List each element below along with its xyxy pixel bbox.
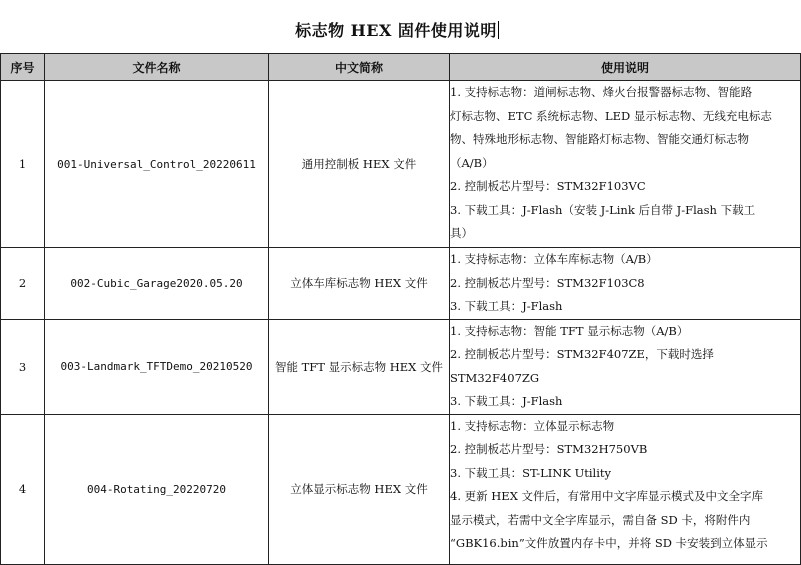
row-filename: 001-Universal_Control_20220611 xyxy=(45,81,269,248)
text-cursor xyxy=(498,21,499,39)
note-line: （A/B） xyxy=(450,155,494,170)
document-title-text: 标志物 HEX 固件使用说明 xyxy=(295,21,497,40)
table-row xyxy=(1,414,801,564)
header-notes: 使用说明 xyxy=(450,54,801,81)
row-index: 4 xyxy=(1,414,45,564)
note-line: 3. 下载工具：J-Flash xyxy=(450,394,563,408)
row-filename: 003-Landmark_TFTDemo_20210520 xyxy=(45,319,269,414)
row-short-name: 立体车库标志物 HEX 文件 xyxy=(269,248,450,320)
note-line: 2. 控制板芯片型号：STM32F103VC xyxy=(450,179,646,193)
document-title xyxy=(0,18,794,41)
row-notes xyxy=(450,248,801,320)
row-notes xyxy=(450,81,801,248)
table-header-row xyxy=(1,54,801,81)
row-short-name: 智能 TFT 显示标志物 HEX 文件 xyxy=(269,319,450,414)
note-line: 2. 控制板芯片型号：STM32H750VB xyxy=(450,442,648,456)
note-line: 1. 支持标志物：立体显示标志物 xyxy=(450,418,615,433)
row-index: 2 xyxy=(1,248,45,320)
note-line: 具） xyxy=(450,226,473,240)
note-line: 显示模式，若需中文全字库显示，需自备 SD 卡，将附件内 xyxy=(450,512,751,527)
hex-firmware-table xyxy=(0,53,801,565)
note-line: 2. 控制板芯片型号：STM32F407ZE，下载时选择 STM32F407ZG xyxy=(450,347,714,385)
header-index: 序号 xyxy=(1,54,45,81)
note-line: 4. 更新 HEX 文件后，有常用中文字库显示模式及中文全字库 xyxy=(450,489,764,503)
row-notes xyxy=(450,319,801,414)
row-filename: 002-Cubic_Garage2020.05.20 xyxy=(45,248,269,320)
row-notes xyxy=(450,414,801,564)
note-line: 1. 支持标志物：道闸标志物、烽火台报警器标志物、智能路 xyxy=(450,85,753,99)
note-line: 1. 支持标志物：立体车库标志物（A/B） xyxy=(450,252,658,266)
note-line: 3. 下载工具：J-Flash xyxy=(450,299,563,313)
header-short-name: 中文简称 xyxy=(269,54,450,81)
row-filename: 004-Rotating_20220720 xyxy=(45,414,269,564)
note-line: 3. 下载工具：J-Flash（安装 J-Link 后自带 J-Flash 下载工 xyxy=(450,202,756,217)
table-row xyxy=(1,248,801,320)
table-row xyxy=(1,319,801,414)
header-filename: 文件名称 xyxy=(45,54,269,81)
note-line: 2. 控制板芯片型号：STM32F103C8 xyxy=(450,275,645,290)
row-short-name: 立体显示标志物 HEX 文件 xyxy=(269,414,450,564)
row-short-name: 通用控制板 HEX 文件 xyxy=(269,81,450,248)
note-line: 3. 下载工具：ST-LINK Utility xyxy=(450,465,612,480)
note-line: 1. 支持标志物：智能 TFT 显示标志物（A/B） xyxy=(450,323,689,338)
note-line: “GBK16.bin”文件放置内存卡中，并将 SD 卡安装到立体显示 xyxy=(450,536,768,550)
note-line: 物、特殊地形标志物、智能路灯标志物、智能交通灯标志物 xyxy=(450,132,749,146)
note-line: 灯标志物、ETC 系统标志物、LED 显示标志物、无线充电标志 xyxy=(450,108,772,123)
table-row xyxy=(1,81,801,248)
row-index: 3 xyxy=(1,319,45,414)
row-index: 1 xyxy=(1,81,45,248)
